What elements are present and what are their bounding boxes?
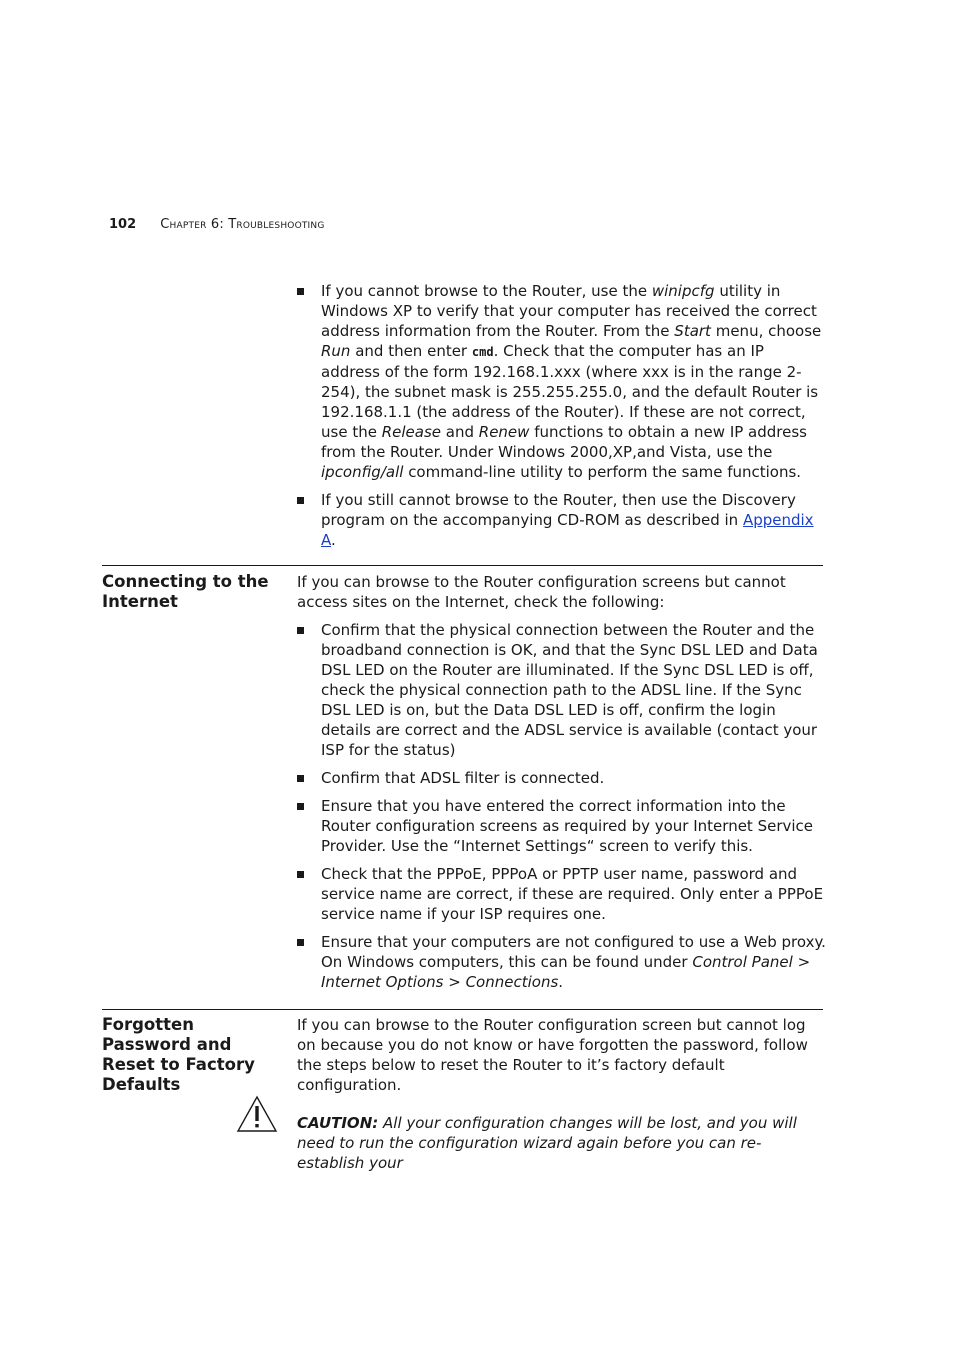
bullet-square-icon	[297, 939, 304, 946]
appendix-link[interactable]: Appendix A	[321, 511, 814, 549]
intro-bullets-block	[297, 281, 827, 558]
bullet-text: functions to obtain a new IP address from the Router. Under Windows 2000,XP,and Vista, use the	[321, 423, 807, 461]
section-divider	[102, 1009, 823, 1010]
bullet-square-icon	[297, 775, 304, 782]
bullet-text: menu, choose	[710, 322, 822, 340]
bullet-item	[297, 796, 827, 856]
italic-term: Internet Options	[321, 973, 444, 991]
bullet-text: >	[792, 953, 811, 971]
section-intro-password: If you can browse to the Router configuration screen but cannot log on because you do not know or have forgotten the password, follow the steps below to reset the Router to it’s factory default configuration.	[297, 1016, 808, 1094]
bullet-text: and	[441, 423, 479, 441]
bullet-square-icon	[297, 627, 304, 634]
bullet-item	[297, 864, 827, 924]
caution-note	[297, 1113, 827, 1173]
bullet-text: . Check that the computer has an IP address of the form 192.168.1.xxx (where xxx is in the range 2-254), the subnet mask is 255.255.255.0, and the default Router is 192.168.1.1 (the address of the Router). If these are not correct, use the	[321, 342, 819, 441]
code-term: cmd	[471, 345, 494, 359]
running-header	[109, 216, 325, 234]
section-divider	[102, 565, 823, 566]
bullet-text: If you still cannot browse to the Router, then use the Discovery program on the accompanying CD-ROM as described in	[321, 491, 796, 529]
bullet-square-icon	[297, 871, 304, 878]
caution-label: CAUTION:	[297, 1114, 379, 1132]
bullet-text: >	[443, 973, 466, 991]
bullet-text: If you cannot browse to the Router, use the	[321, 282, 652, 300]
caution-triangle-icon	[236, 1095, 278, 1133]
italic-term: winipcfg	[651, 282, 715, 300]
bullet-item	[297, 932, 827, 992]
bullet-text: Ensure that your computers are not configured to use a Web proxy. On Windows computers, this can be found under	[321, 933, 826, 971]
internet-bullet-list	[297, 620, 827, 992]
bullet-square-icon	[297, 288, 304, 295]
italic-term: ipconfig/all	[321, 463, 404, 481]
bullet-text: Ensure that you have entered the correct information into the Router configuration screens as required by your Internet Service Provider. Use the “Internet Settings“ screen to verify this.	[321, 797, 814, 855]
section-body-password	[297, 1015, 827, 1181]
bullet-item	[297, 768, 827, 788]
page-number: 102	[109, 217, 137, 232]
bullet-item	[297, 620, 827, 760]
section-intro-internet: If you can browse to the Router configuration screens but cannot access sites on the Internet, check the following:	[297, 573, 786, 611]
bullet-item	[297, 490, 827, 550]
bullet-text: Confirm that ADSL filter is connected.	[321, 769, 605, 787]
bullet-text: and then enter	[350, 342, 472, 360]
intro-bullet-list	[297, 281, 827, 550]
bullet-text: .	[558, 973, 564, 991]
section-heading-internet: Connecting to the Internet	[102, 572, 269, 611]
bullet-text: Check that the PPPoE, PPPoA or PPTP user name, password and service name are correct, if these are required. Only enter a PPPoE service name if your ISP requires one.	[321, 865, 824, 923]
bullet-text: utility in Windows XP to verify that your computer has received the correct address information from the Router. From the	[321, 282, 817, 340]
italic-term: Run	[321, 342, 351, 360]
italic-term: Renew	[478, 423, 530, 441]
italic-term: Control Panel	[692, 953, 793, 971]
caution-text: All your configuration changes will be lost, and you will need to run the configuration wizard again before you can re-establish your	[297, 1114, 797, 1172]
italic-term: Connections	[465, 973, 559, 991]
section-body-internet	[297, 572, 827, 1000]
bullet-text: .	[331, 531, 336, 549]
bullet-square-icon	[297, 497, 304, 504]
chapter-title: Chapter 6: Troubleshooting	[160, 217, 325, 232]
italic-term: Release	[381, 423, 441, 441]
bullet-text: Confirm that the physical connection between the Router and the broadband connection is OK, and that the Sync DSL LED and Data DSL LED on the Router are illuminated. If the Sync DSL LED is off, check the physical connection path to the ADSL line. If the Sync DSL LED is on, but the Data DSL LED is off, confirm the login details are correct and the ADSL service is available (contact your ISP for the status)	[321, 621, 818, 759]
bullet-item	[297, 281, 827, 482]
italic-term: Start	[674, 322, 711, 340]
bullet-square-icon	[297, 803, 304, 810]
bullet-text: command-line utility to perform the same functions.	[403, 463, 802, 481]
section-heading-password: Forgotten Password and Reset to Factory Defaults	[102, 1015, 255, 1094]
